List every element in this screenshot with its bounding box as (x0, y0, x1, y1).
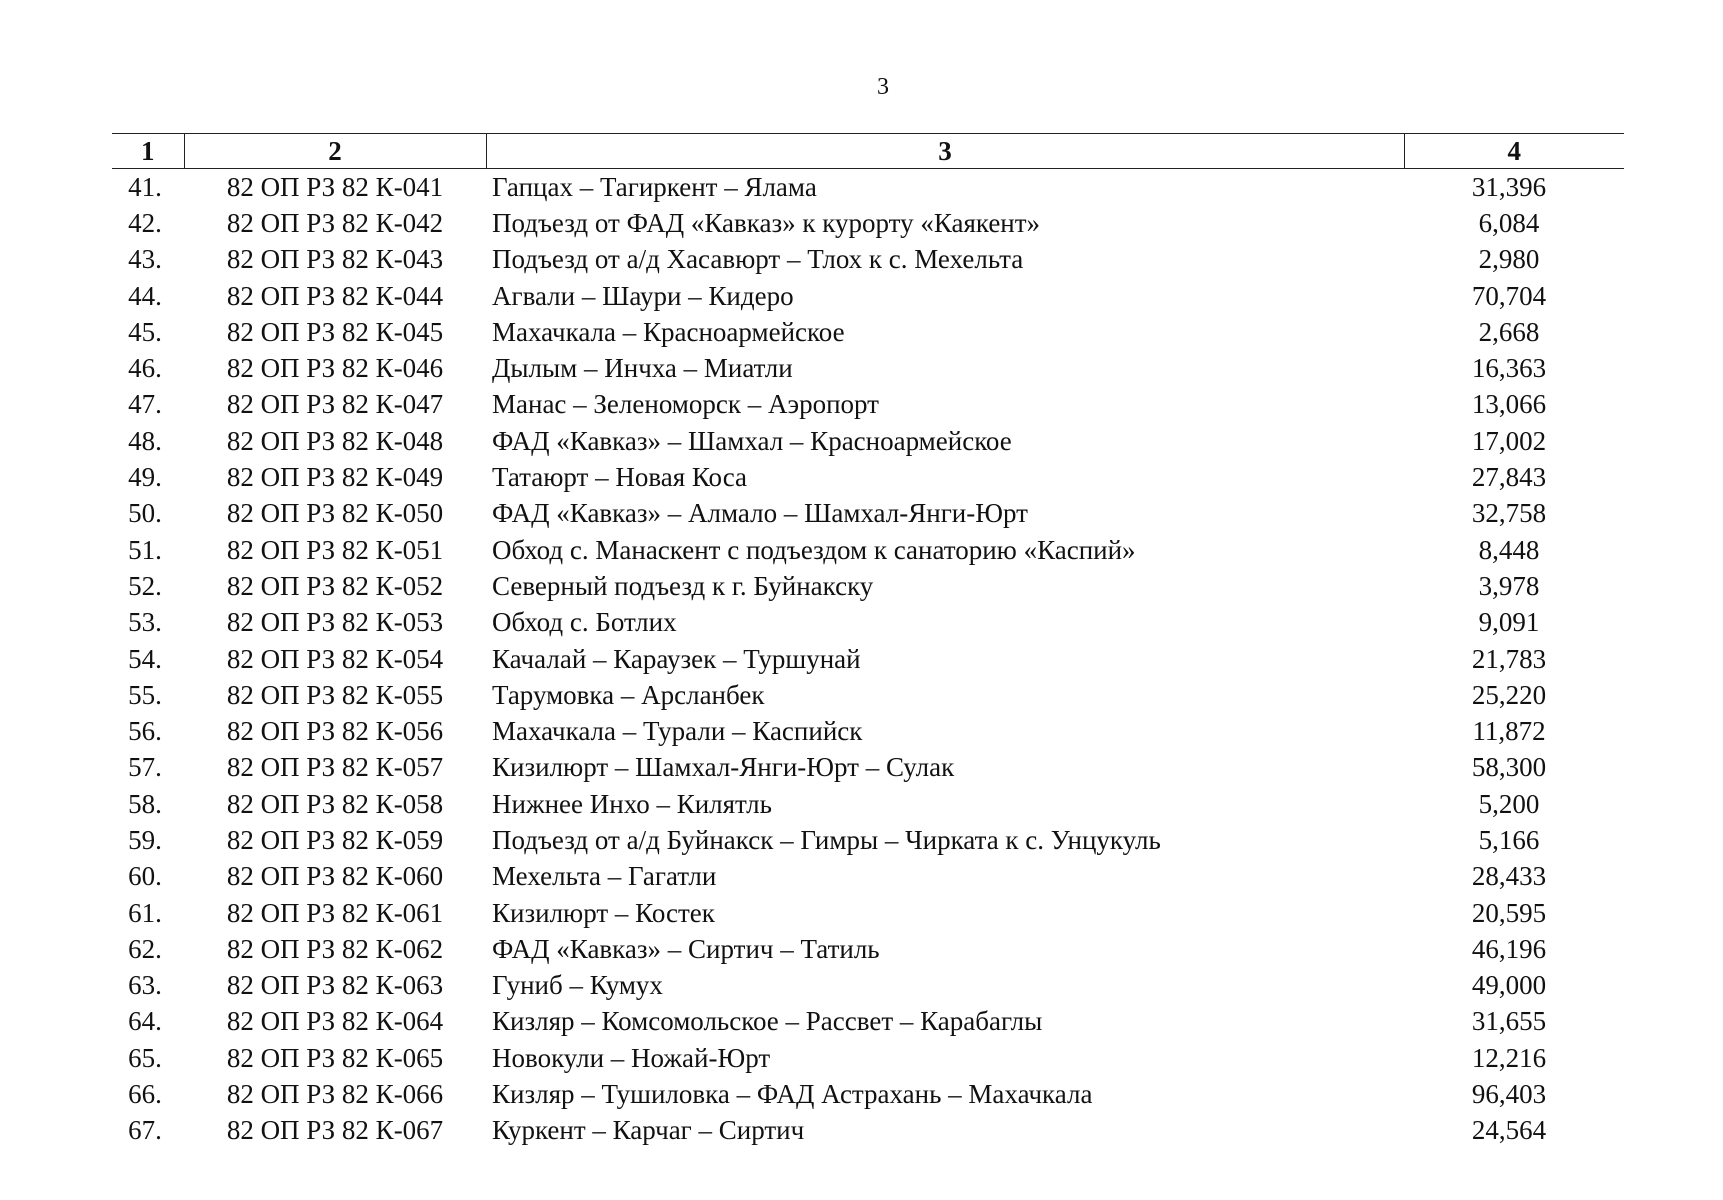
table-row (112, 169, 1624, 206)
road-code-cell: 82 ОП РЗ 82 К-048 (226, 425, 444, 456)
table-row (112, 278, 1624, 314)
road-code-cell: 82 ОП РЗ 82 К-057 (226, 752, 444, 783)
table-row (112, 205, 1624, 241)
road-name-cell: Тарумовка – Арсланбек (492, 679, 765, 710)
row-number-cell: 66. (128, 1079, 162, 1110)
road-name-cell: Подъезд от а/д Хасавюрт – Тлох к с. Мехельта (492, 244, 1024, 275)
table-row (112, 968, 1624, 1004)
road-code-cell: 82 ОП РЗ 82 К-050 (226, 498, 444, 529)
column-header-3: 3 (486, 134, 1404, 169)
road-code-cell: 82 ОП РЗ 82 К-052 (226, 570, 444, 601)
roads-table (112, 133, 1624, 1149)
row-number-cell: 51. (128, 534, 162, 565)
table-row (112, 750, 1624, 786)
row-number-cell: 65. (128, 1042, 162, 1073)
road-code-cell: 82 ОП РЗ 82 К-053 (226, 607, 444, 638)
road-length-cell: 96,403 (1471, 1079, 1547, 1110)
table-row (112, 677, 1624, 713)
road-length-cell: 17,002 (1471, 425, 1547, 456)
road-code-cell: 82 ОП РЗ 82 К-059 (226, 824, 444, 855)
road-name-cell: Кизилюрт – Шамхал-Янги-Юрт – Сулак (492, 752, 955, 783)
table-row (112, 1040, 1624, 1076)
road-length-cell: 9,091 (1478, 607, 1540, 638)
road-length-cell: 58,300 (1471, 752, 1547, 783)
row-number-cell: 54. (128, 643, 162, 674)
road-code-cell: 82 ОП РЗ 82 К-061 (226, 897, 444, 928)
road-length-cell: 25,220 (1471, 679, 1547, 710)
road-name-cell: Качалай – Караузек – Туршунай (492, 643, 861, 674)
road-name-cell: Манас – Зеленоморск – Аэропорт (492, 389, 879, 420)
table-row (112, 350, 1624, 386)
road-length-cell: 70,704 (1471, 280, 1547, 311)
table-row (112, 459, 1624, 495)
table-row (112, 641, 1624, 677)
table-row (112, 859, 1624, 895)
road-length-cell: 8,448 (1478, 534, 1540, 565)
table-body (112, 169, 1624, 1150)
row-number-cell: 59. (128, 824, 162, 855)
road-name-cell: Гуниб – Кумух (492, 970, 663, 1001)
road-length-cell: 49,000 (1471, 970, 1547, 1001)
road-length-cell: 16,363 (1471, 353, 1547, 384)
row-number-cell: 62. (128, 933, 162, 964)
road-length-cell: 46,196 (1471, 933, 1547, 964)
road-code-cell: 82 ОП РЗ 82 К-051 (226, 534, 444, 565)
road-code-cell: 82 ОП РЗ 82 К-058 (226, 788, 444, 819)
table-row (112, 532, 1624, 568)
row-number-cell: 58. (128, 788, 162, 819)
road-name-cell: Нижнее Инхо – Килятль (492, 788, 772, 819)
road-code-cell: 82 ОП РЗ 82 К-043 (226, 244, 444, 275)
road-length-cell: 21,783 (1471, 643, 1547, 674)
road-length-cell: 6,084 (1478, 207, 1540, 238)
road-name-cell: Подъезд от ФАД «Кавказ» к курорту «Каякент» (492, 207, 1041, 238)
road-name-cell: Подъезд от а/д Буйнакск – Гимры – Чирката к с. Унцукуль (492, 824, 1161, 855)
table-row (112, 1004, 1624, 1040)
road-code-cell: 82 ОП РЗ 82 К-062 (226, 933, 444, 964)
road-name-cell: Куркент – Карчаг – Сиртич (492, 1115, 805, 1146)
row-number-cell: 57. (128, 752, 162, 783)
page-number: 3 (877, 74, 889, 100)
row-number-cell: 47. (128, 389, 162, 420)
table-row (112, 387, 1624, 423)
road-name-cell: Обход с. Манаскент с подъездом к санаторию «Каспий» (492, 534, 1136, 565)
road-code-cell: 82 ОП РЗ 82 К-060 (226, 861, 444, 892)
road-length-cell: 31,396 (1471, 171, 1547, 202)
road-code-cell: 82 ОП РЗ 82 К-063 (226, 970, 444, 1001)
road-name-cell: ФАД «Кавказ» – Шамхал – Красноармейское (492, 425, 1012, 456)
table-row (112, 1113, 1624, 1149)
row-number-cell: 52. (128, 570, 162, 601)
road-name-cell: Агвали – Шаури – Кидеро (492, 280, 794, 311)
table-row (112, 931, 1624, 967)
road-name-cell: ФАД «Кавказ» – Алмало – Шамхал-Янги-Юрт (492, 498, 1028, 529)
column-header-4: 4 (1404, 134, 1624, 169)
table-row (112, 496, 1624, 532)
road-length-cell: 11,872 (1472, 716, 1546, 747)
road-name-cell: Татаюрт – Новая Коса (492, 462, 748, 493)
table-row (112, 314, 1624, 350)
row-number-cell: 45. (128, 316, 162, 347)
road-code-cell: 82 ОП РЗ 82 К-064 (226, 1006, 444, 1037)
row-number-cell: 61. (128, 897, 162, 928)
road-length-cell: 12,216 (1471, 1042, 1547, 1073)
road-code-cell: 82 ОП РЗ 82 К-044 (226, 280, 444, 311)
row-number-cell: 41. (128, 171, 162, 202)
table-row (112, 822, 1624, 858)
row-number-cell: 64. (128, 1006, 162, 1037)
road-name-cell: Обход с. Ботлих (492, 607, 677, 638)
row-number-cell: 48. (128, 425, 162, 456)
table-row (112, 1076, 1624, 1112)
road-code-cell: 82 ОП РЗ 82 К-049 (226, 462, 444, 493)
row-number-cell: 44. (128, 280, 162, 311)
row-number-cell: 42. (128, 207, 162, 238)
road-code-cell: 82 ОП РЗ 82 К-047 (226, 389, 444, 420)
table-row (112, 895, 1624, 931)
table-row (112, 423, 1624, 459)
road-length-cell: 20,595 (1471, 897, 1547, 928)
road-length-cell: 13,066 (1471, 389, 1547, 420)
row-number-cell: 43. (128, 244, 162, 275)
road-length-cell: 32,758 (1471, 498, 1547, 529)
road-name-cell: Мехельта – Гагатли (492, 861, 717, 892)
table-row (112, 568, 1624, 604)
road-length-cell: 3,978 (1478, 570, 1540, 601)
road-code-cell: 82 ОП РЗ 82 К-042 (226, 207, 444, 238)
road-length-cell: 31,655 (1471, 1006, 1547, 1037)
road-length-cell: 2,980 (1478, 244, 1540, 275)
road-name-cell: Кизилюрт – Костек (492, 897, 715, 928)
road-name-cell: Дылым – Инчха – Миатли (492, 353, 793, 384)
road-code-cell: 82 ОП РЗ 82 К-065 (226, 1042, 444, 1073)
road-code-cell: 82 ОП РЗ 82 К-066 (226, 1079, 444, 1110)
row-number-cell: 49. (128, 462, 162, 493)
road-length-cell: 28,433 (1471, 861, 1547, 892)
road-name-cell: ФАД «Кавказ» – Сиртич – Татиль (492, 933, 880, 964)
road-name-cell: Кизляр – Тушиловка – ФАД Астрахань – Махачкала (492, 1079, 1093, 1110)
row-number-cell: 60. (128, 861, 162, 892)
road-code-cell: 82 ОП РЗ 82 К-046 (226, 353, 444, 384)
table-row (112, 605, 1624, 641)
road-length-cell: 24,564 (1471, 1115, 1547, 1146)
row-number-cell: 55. (128, 679, 162, 710)
road-length-cell: 27,843 (1471, 462, 1547, 493)
road-name-cell: Северный подъезд к г. Буйнакску (492, 570, 874, 601)
road-code-cell: 82 ОП РЗ 82 К-056 (226, 716, 444, 747)
row-number-cell: 63. (128, 970, 162, 1001)
road-length-cell: 2,668 (1478, 316, 1540, 347)
road-code-cell: 82 ОП РЗ 82 К-055 (226, 679, 444, 710)
table-row (112, 242, 1624, 278)
column-header-1: 1 (112, 134, 184, 169)
road-name-cell: Гапцах – Тагиркент – Ялама (492, 171, 817, 202)
road-code-cell: 82 ОП РЗ 82 К-067 (226, 1115, 444, 1146)
road-code-cell: 82 ОП РЗ 82 К-041 (226, 171, 444, 202)
road-length-cell: 5,166 (1478, 824, 1540, 855)
row-number-cell: 67. (128, 1115, 162, 1146)
column-header-2: 2 (184, 134, 486, 169)
road-name-cell: Новокули – Ножай-Юрт (492, 1042, 771, 1073)
road-length-cell: 5,200 (1478, 788, 1540, 819)
road-name-cell: Кизляр – Комсомольское – Рассвет – Карабаглы (492, 1006, 1043, 1037)
row-number-cell: 53. (128, 607, 162, 638)
row-number-cell: 50. (128, 498, 162, 529)
road-name-cell: Махачкала – Красноармейское (492, 316, 845, 347)
road-code-cell: 82 ОП РЗ 82 К-054 (226, 643, 444, 674)
row-number-cell: 46. (128, 353, 162, 384)
road-name-cell: Махачкала – Турали – Каспийск (492, 716, 863, 747)
road-code-cell: 82 ОП РЗ 82 К-045 (226, 316, 444, 347)
table-header (112, 134, 1624, 169)
table-row (112, 713, 1624, 749)
table-row (112, 786, 1624, 822)
row-number-cell: 56. (128, 716, 162, 747)
